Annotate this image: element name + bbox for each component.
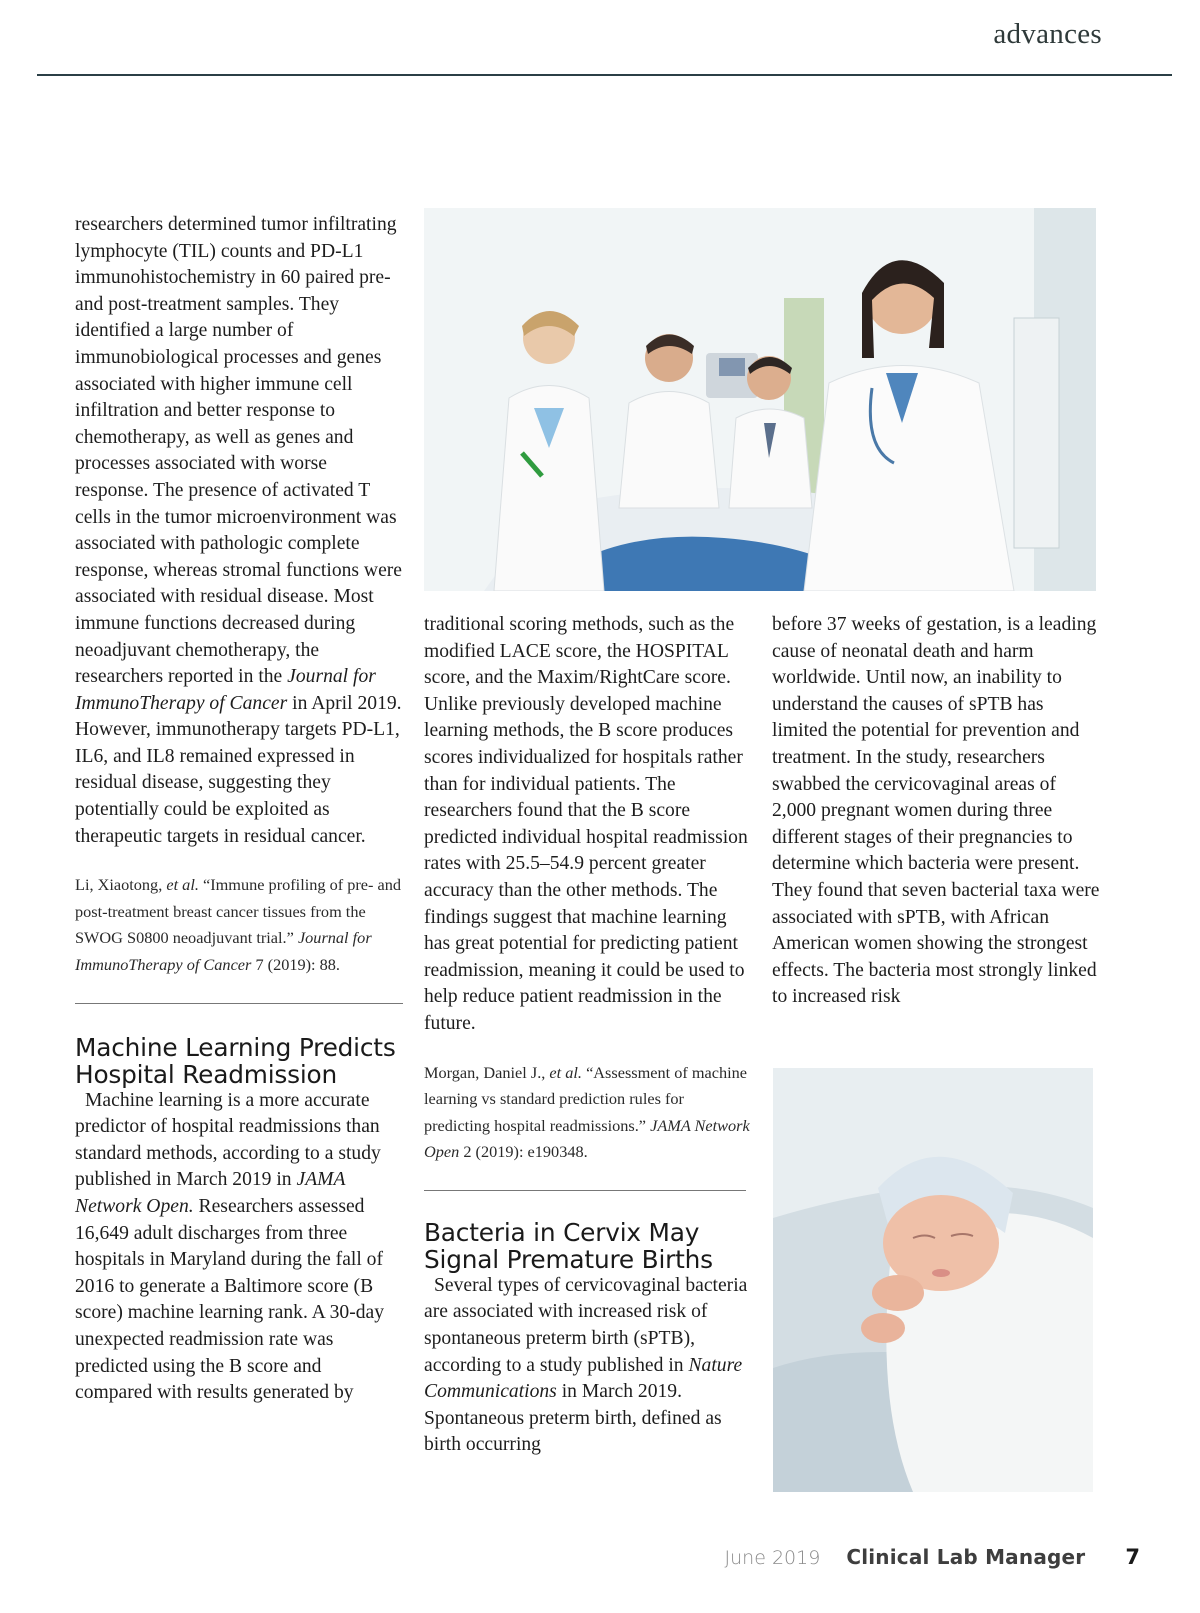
reference-citation: Morgan, Daniel J., et al. “Assessment of machine learning vs standard prediction rules for predicting hospital readmissions.” JAMA Network Open 2 (2019): e190348. — [424, 1062, 750, 1162]
section-divider — [424, 1190, 746, 1191]
article-body-paragraph: Several types of cervicovaginal bacteria are associated with increased risk of spontaneous preterm birth (sPTB), according to a study published in Nature Communications in March 2019. Spontaneous preterm birth, defined as birth occurring — [424, 1274, 748, 1456]
reference-citation: Li, Xiaotong, et al. “Immune profiling of pre- and post-treatment breast cancer tissues from the SWOG S0800 neoadjuvant trial.” Journal for ImmunoTherapy of Cancer 7 (2019): 88. — [75, 875, 402, 975]
journal-name: Nature Communications — [424, 1354, 743, 1403]
article-heading: Machine Learning Predicts Hospital Readmission — [75, 1032, 396, 1089]
doctors-illustration — [424, 208, 1096, 591]
column-1 — [75, 212, 403, 1407]
article-heading: Bacteria in Cervix May Signal Premature Births — [424, 1217, 713, 1274]
article-body-paragraph: before 37 weeks of gestation, is a leading cause of neonatal death and harm worldwide. Until now, an inability to understand the causes of sPTB has limited the potential for prevention and treatment. In the study, researchers swabbed the cervicovaginal areas of 2,000 pregnant women during three different stages of their pregnancies to determine which bacteria were present. They found that seven bacterial taxa were associated with sPTB, with African American women showing the strongest effects. The bacteria most strongly linked to increased risk — [772, 614, 1100, 1008]
article-body-paragraph: Machine learning is a more accurate predictor of hospital readmissions than standard methods, according to a study published in March 2019 in JAMA Network Open. Researchers assessed 16,649 adult discharges from three hospitals in Maryland during the fall of 2016 to generate a Baltimore score (B score) machine learning rank. A 30-day unexpected readmission rate was predicted using the B score and compared with results generated by — [75, 1089, 385, 1404]
section-label: advances — [993, 18, 1102, 50]
newborn-photo — [773, 1068, 1093, 1492]
journal-name: JAMA Network Open. — [75, 1169, 346, 1217]
doctors-photo — [424, 208, 1096, 591]
newborn-illustration — [773, 1068, 1093, 1492]
column-2 — [424, 612, 754, 1459]
article-body-paragraph: traditional scoring methods, such as the modified LACE score, the HOSPITAL score, and the Maxim/RightCare score. Unlike previously developed machine learning methods, the B score produces scores individualized for hospitals rather than for individual patients. The researchers found that the B score predicted individual hospital readmission rates with 25.5–54.9 percent greater accuracy than the other methods. The findings suggest that machine learning has great potential for predicting patient readmission, meaning it could be used to help reduce patient readmission in the future. — [424, 614, 748, 1034]
header-rule — [37, 74, 1172, 76]
issue-date: June 2019 — [724, 1547, 821, 1569]
column-3 — [772, 612, 1102, 1011]
page-footer — [725, 1545, 1140, 1569]
journal-name: Journal for ImmunoTherapy of Cancer — [75, 666, 376, 714]
page-number: 7 — [1125, 1545, 1140, 1569]
magazine-name: Clinical Lab Manager — [846, 1545, 1086, 1569]
section-divider — [75, 1003, 403, 1004]
article-body-paragraph: researchers determined tumor infiltrating lymphocyte (TIL) counts and PD-L1 immunohistochemistry in 60 paired pre- and post-treatment samples. They identified a large number of immunobiological processes and genes associated with higher immune cell infiltration and better response to chemotherapy, as well as genes and processes associated with worse response. The presence of activated T cells in the tumor microenvironment was associated with pathologic complete response, whereas stromal functions were associated with residual disease. Most immune functions decreased during neoadjuvant chemotherapy, the researchers reported in the Journal for ImmunoTherapy of Cancer in April 2019. However, immunotherapy targets PD-L1, IL6, and IL8 remained expressed in residual disease, suggesting they potentially could be exploited as therapeutic targets in residual cancer. — [75, 214, 402, 847]
